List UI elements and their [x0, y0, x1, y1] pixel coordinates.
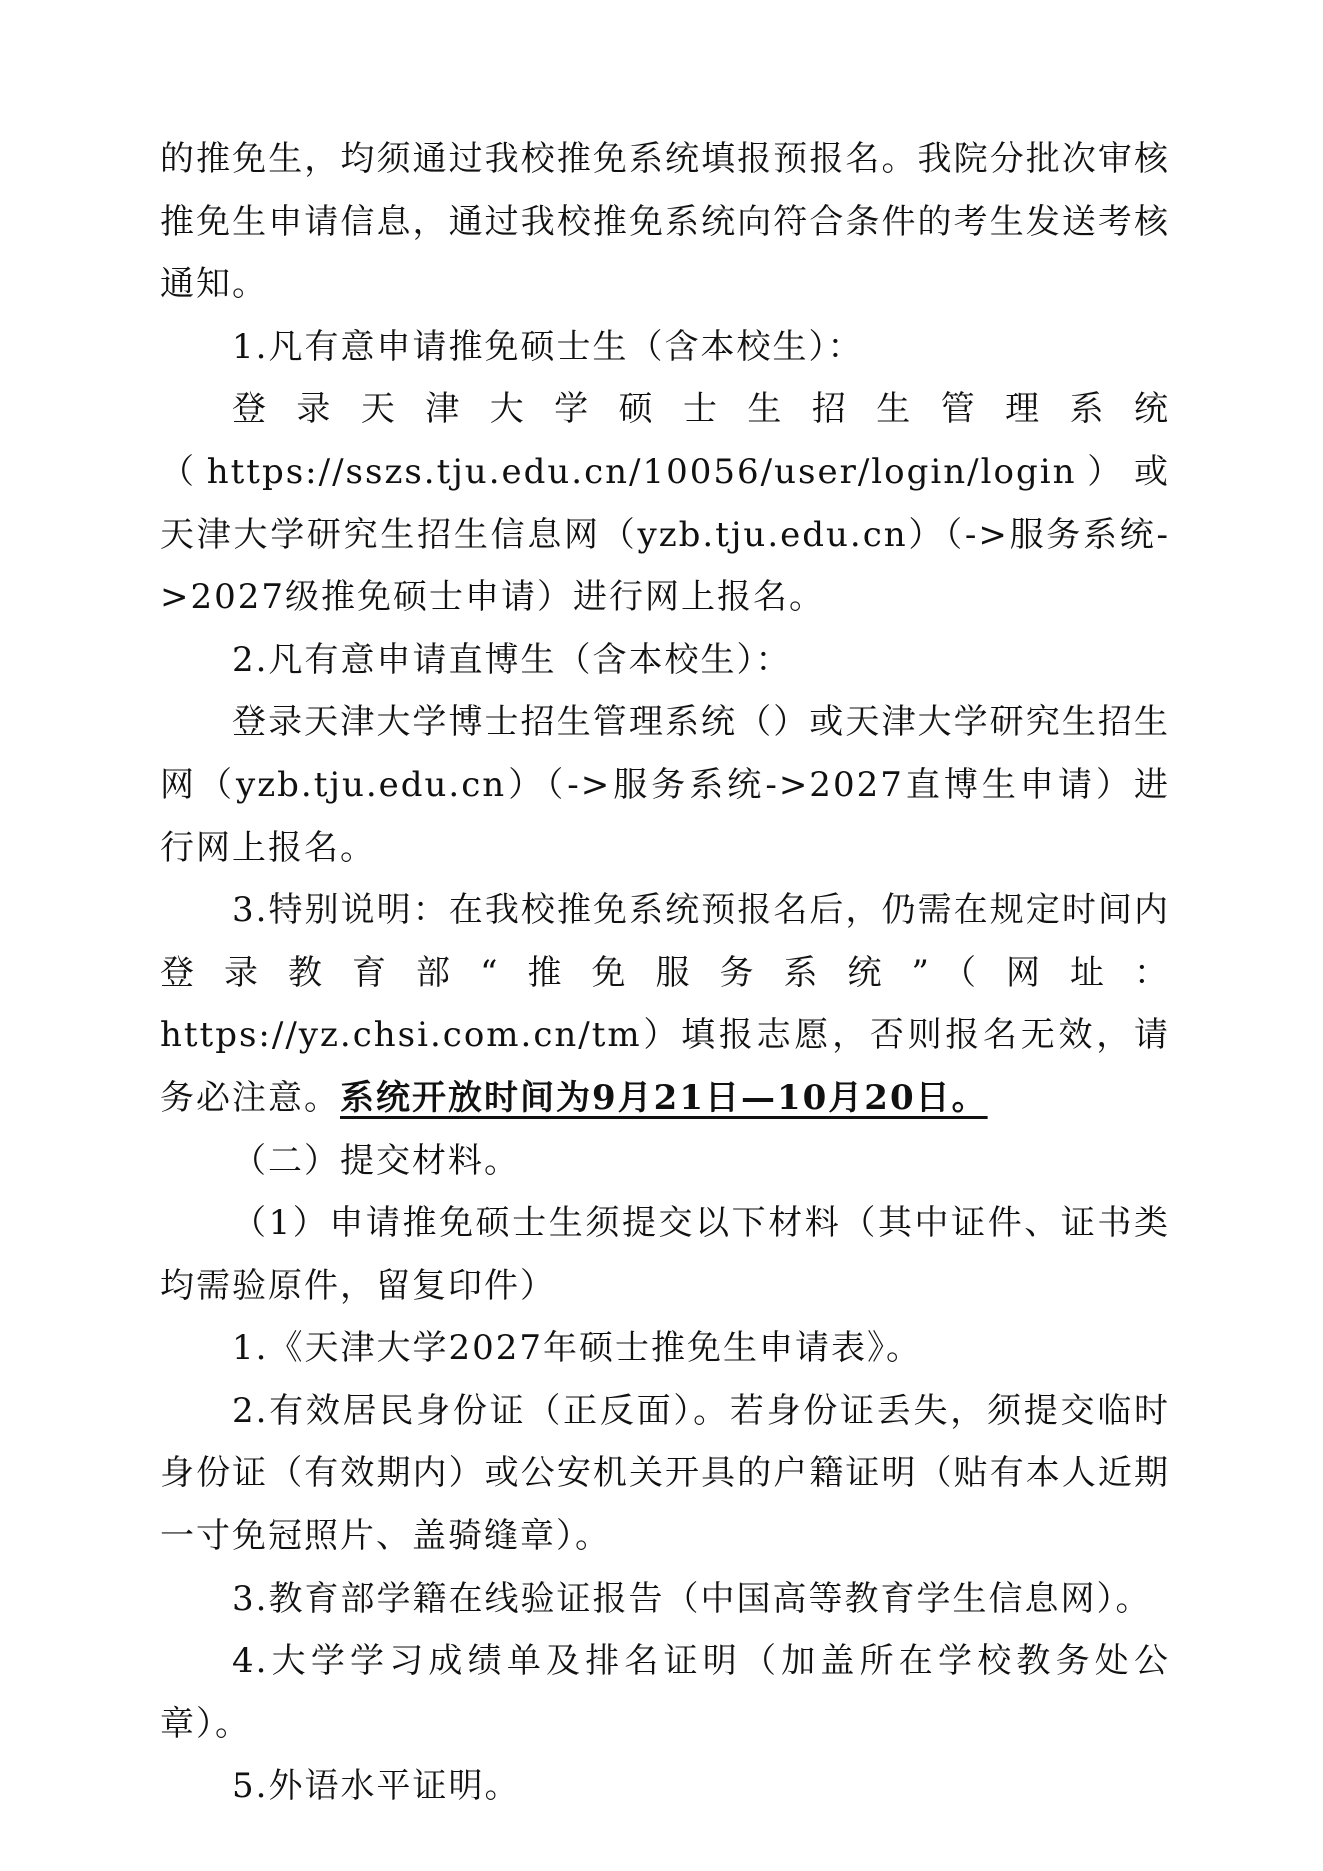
paragraph-item-1-login: 登录天津大学硕士生招生管理系统: [232, 389, 1170, 430]
paragraph-materials-intro: （1）申请推免硕士生须提交以下材料（其中证件、证书类均需验原件，留复印件）: [160, 1203, 1170, 1306]
list-item-student-status-report: 3.教育部学籍在线验证报告（中国高等教育学生信息网）。: [232, 1578, 1152, 1619]
list-item-application-form: 1.《天津大学2027年硕士推免生申请表》。: [232, 1328, 922, 1369]
list-item-language-proof: 5.外语水平证明。: [232, 1766, 521, 1807]
system-open-time: 系统开放时间为9月21日—10月20日。: [340, 1077, 988, 1118]
special-note-text: 3.特别说明：在我校推免系统预报名后，仍需在规定时间内登录教育部“推免服务系统”（网址：https://yz.chsi.com.cn/tm）填报志愿，否则报名无效，请务必注意。: [160, 890, 1170, 1118]
paragraph-item-1-detail: （https://sszs.tju.edu.cn/10056/user/login/login）或天津大学研究生招生信息网（yzb.tju.edu.cn）（->服务系统->2027级推免硕士申请）进行网上报名。: [160, 451, 1170, 618]
section-heading-materials: （二）提交材料。: [232, 1140, 520, 1181]
paragraph-item-3-note: [160, 879, 1170, 1129]
paragraph-item-1-heading: 1.凡有意申请推免硕士生（含本校生）：: [232, 326, 864, 367]
document-body: [160, 128, 1170, 1818]
paragraph-item-2-heading: 2.凡有意申请直博生（含本校生）：: [232, 639, 792, 680]
list-item-id-card: 2.有效居民身份证（正反面）。若身份证丢失，须提交临时身份证（有效期内）或公安机关开具的户籍证明（贴有本人近期一寸免冠照片、盖骑缝章）。: [160, 1390, 1170, 1557]
paragraph-item-2-detail: 登录天津大学博士招生管理系统（）或天津大学研究生招生网（yzb.tju.edu.cn）（->服务系统->2027直博生申请）进行网上报名。: [160, 702, 1170, 868]
list-item-transcript: 4.大学学习成绩单及排名证明（加盖所在学校教务处公章）。: [160, 1641, 1170, 1744]
paragraph-intro: 的推免生，均须通过我校推免系统填报预报名。我院分批次审核推免生申请信息，通过我校推免系统向符合条件的考生发送考核通知。: [160, 139, 1170, 305]
